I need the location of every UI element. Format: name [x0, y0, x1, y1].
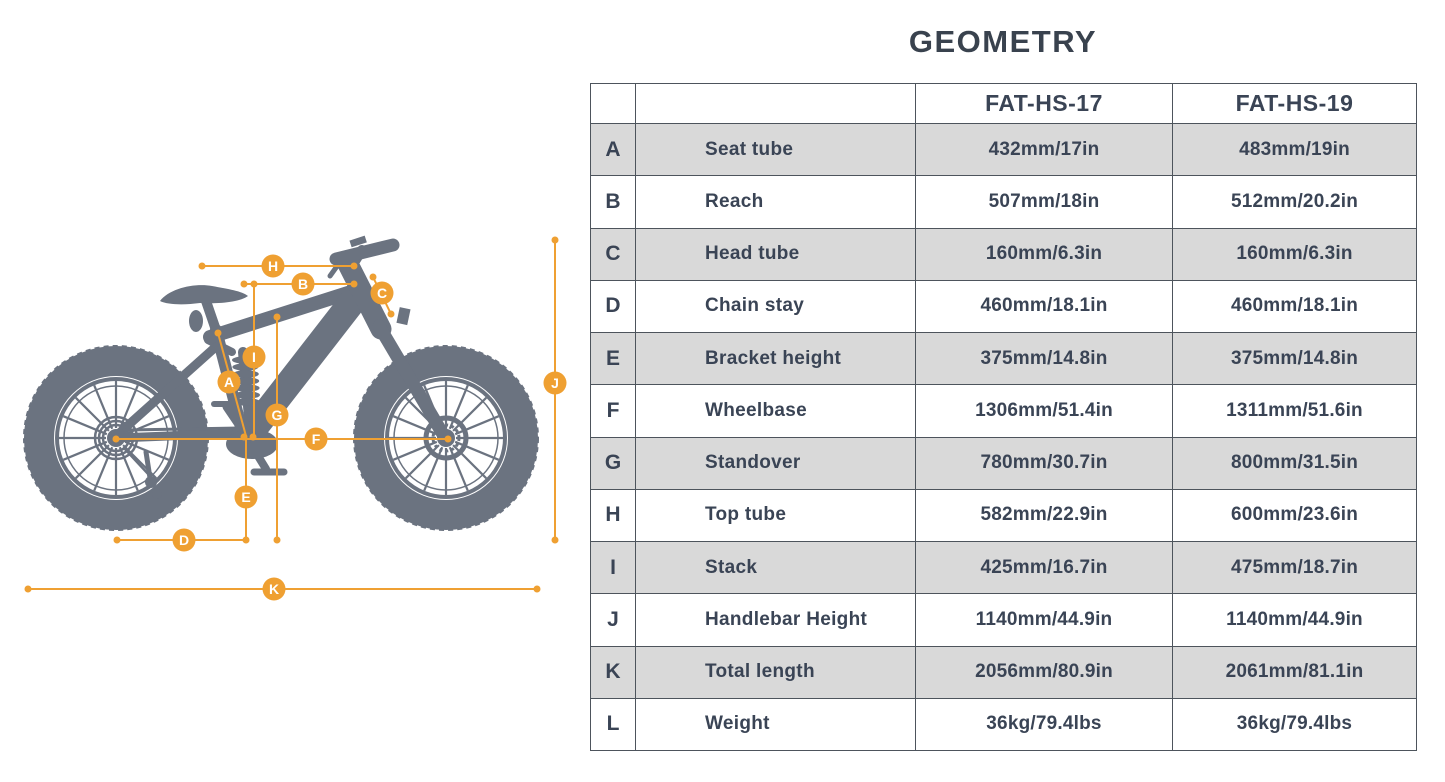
spec-name: Seat tube — [636, 124, 916, 176]
spec-value-fat-hs-17: 507mm/18in — [916, 176, 1173, 228]
spec-name: Handlebar Height — [636, 594, 916, 646]
spec-value-fat-hs-17: 432mm/17in — [916, 124, 1173, 176]
spec-value-fat-hs-19: 1311mm/51.6in — [1173, 385, 1417, 437]
spec-name: Chain stay — [636, 280, 916, 332]
spec-value-fat-hs-17: 582mm/22.9in — [916, 489, 1173, 541]
spec-name: Reach — [636, 176, 916, 228]
marker-f — [305, 428, 328, 451]
spec-letter: E — [591, 333, 636, 385]
table-row — [591, 280, 1417, 332]
spec-value-fat-hs-19: 483mm/19in — [1173, 124, 1417, 176]
header-letter-cell — [591, 84, 636, 124]
spec-value-fat-hs-17: 780mm/30.7in — [916, 437, 1173, 489]
table-header-row — [591, 84, 1417, 124]
marker-c — [371, 282, 394, 305]
marker-label-k: K — [268, 581, 280, 597]
table-row — [591, 594, 1417, 646]
spec-name: Top tube — [636, 489, 916, 541]
table-row — [591, 124, 1417, 176]
geometry-table — [590, 83, 1417, 751]
spec-name: Stack — [636, 542, 916, 594]
spec-name: Total length — [636, 646, 916, 698]
spec-value-fat-hs-19: 36kg/79.4lbs — [1173, 698, 1417, 750]
spec-value-fat-hs-17: 375mm/14.8in — [916, 333, 1173, 385]
spec-letter: C — [591, 228, 636, 280]
spec-name: Bracket height — [636, 333, 916, 385]
table-row — [591, 228, 1417, 280]
table-row — [591, 646, 1417, 698]
table-row — [591, 385, 1417, 437]
spec-letter: K — [591, 646, 636, 698]
marker-label-e: E — [241, 489, 251, 505]
spec-letter: I — [591, 542, 636, 594]
marker-i — [243, 346, 266, 369]
marker-j — [544, 372, 567, 395]
table-row — [591, 542, 1417, 594]
marker-label-c: C — [376, 285, 388, 301]
marker-label-b: B — [297, 276, 309, 292]
measurement-endpoints — [25, 237, 559, 593]
spec-value-fat-hs-19: 475mm/18.7in — [1173, 542, 1417, 594]
spec-letter: H — [591, 489, 636, 541]
marker-label-j: J — [551, 375, 559, 391]
spec-name: Wheelbase — [636, 385, 916, 437]
marker-label-a: A — [223, 374, 235, 390]
spec-letter: A — [591, 124, 636, 176]
spec-value-fat-hs-17: 1140mm/44.9in — [916, 594, 1173, 646]
spec-value-fat-hs-17: 2056mm/80.9in — [916, 646, 1173, 698]
spec-value-fat-hs-19: 375mm/14.8in — [1173, 333, 1417, 385]
spec-value-fat-hs-19: 600mm/23.6in — [1173, 489, 1417, 541]
marker-h — [262, 255, 285, 278]
marker-a — [218, 371, 241, 394]
spec-value-fat-hs-17: 1306mm/51.4in — [916, 385, 1173, 437]
spec-value-fat-hs-17: 425mm/16.7in — [916, 542, 1173, 594]
marker-g — [266, 404, 289, 427]
table-row — [591, 698, 1417, 750]
spec-value-fat-hs-17: 460mm/18.1in — [916, 280, 1173, 332]
table-row — [591, 489, 1417, 541]
spec-name: Head tube — [636, 228, 916, 280]
spec-name: Weight — [636, 698, 916, 750]
spec-value-fat-hs-19: 2061mm/81.1in — [1173, 646, 1417, 698]
spec-letter: F — [591, 385, 636, 437]
spec-letter: G — [591, 437, 636, 489]
spec-value-fat-hs-19: 460mm/18.1in — [1173, 280, 1417, 332]
spec-letter: D — [591, 280, 636, 332]
header-name-cell — [636, 84, 916, 124]
column-header-fat-hs-17: FAT-HS-17 — [916, 84, 1173, 124]
spec-value-fat-hs-17: 36kg/79.4lbs — [916, 698, 1173, 750]
page-title: GEOMETRY — [908, 24, 1098, 59]
table-row — [591, 437, 1417, 489]
spec-value-fat-hs-17: 160mm/6.3in — [916, 228, 1173, 280]
spec-letter: B — [591, 176, 636, 228]
spec-value-fat-hs-19: 160mm/6.3in — [1173, 228, 1417, 280]
bike-geometry-diagram — [0, 0, 590, 782]
marker-label-g: G — [271, 407, 283, 423]
spec-value-fat-hs-19: 1140mm/44.9in — [1173, 594, 1417, 646]
marker-label-i: I — [252, 349, 256, 365]
spec-value-fat-hs-19: 512mm/20.2in — [1173, 176, 1417, 228]
marker-b — [292, 273, 315, 296]
marker-e — [235, 486, 258, 509]
spec-letter: J — [591, 594, 636, 646]
spec-name: Standover — [636, 437, 916, 489]
marker-label-h: H — [267, 258, 279, 274]
marker-label-f: F — [311, 431, 321, 447]
column-header-fat-hs-19: FAT-HS-19 — [1173, 84, 1417, 124]
marker-label-d: D — [178, 532, 190, 548]
marker-k — [263, 578, 286, 601]
marker-d — [173, 529, 196, 552]
table-row — [591, 176, 1417, 228]
table-row — [591, 333, 1417, 385]
spec-value-fat-hs-19: 800mm/31.5in — [1173, 437, 1417, 489]
spec-letter: L — [591, 698, 636, 750]
